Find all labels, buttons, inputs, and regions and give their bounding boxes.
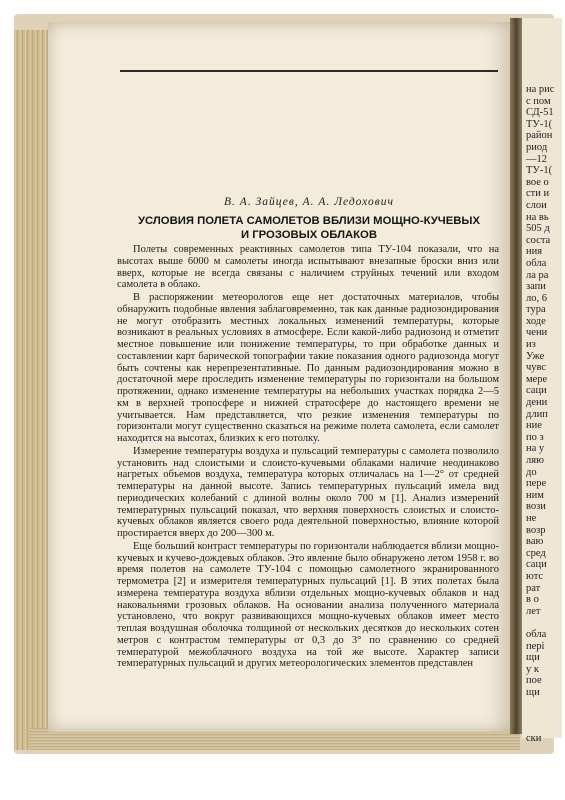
article-body: [117, 244, 499, 671]
facing-page-line: на вь: [526, 211, 549, 223]
facing-page-line: слои: [526, 199, 547, 211]
facing-page-line: район: [526, 130, 553, 142]
facing-page-line: ние: [526, 420, 542, 432]
facing-page-line: обла: [526, 628, 547, 640]
facing-page-line: [522, 710, 562, 722]
facing-page-line: у к: [526, 663, 539, 675]
facing-page-line: по з: [526, 431, 544, 443]
facing-page-line: риод: [526, 141, 548, 153]
top-rule: [120, 70, 498, 72]
facing-page-line: мере: [526, 373, 548, 385]
facing-page-line: ваю: [526, 536, 544, 548]
facing-page-line: ния: [526, 246, 543, 258]
facing-page-line: с пом: [526, 95, 551, 107]
paragraph-1: Полеты современных реактивных самолетов типа ТУ-104 показали, что на высотах выше 6000 м самолеты иногда испытывают внезапные броски вниз или вверх, которые не всегда связаны с наличием струйных течений или входом самолета в облако.: [117, 244, 499, 291]
facing-page-fragment: [522, 18, 562, 745]
title-line-2: И ГРОЗОВЫХ ОБЛАКОВ: [241, 229, 377, 241]
facing-page-line: —12: [526, 153, 547, 165]
facing-page-line: пере: [526, 478, 547, 490]
facing-page-line: Уже: [526, 350, 545, 362]
facing-page-line: СД-51: [526, 107, 554, 119]
facing-page-line: возр: [526, 524, 546, 536]
paragraph-2: В распоряжении метеорологов еще нет достаточных материалов, чтобы обнаружить подобные явления заблаговременно, так как данные радиозондирования не могут отобразить местных локальных изменений температуры, которые возникают в реальных условиях в атмосфере. Если какой-либо радиозонд и отметит местное повышение или понижение температуры, то при обработке данных и составлении карт барической топографии такие показания одного радиозонда могут быть сочтены как нерепрезентативные. По данным радиозондирования можно в достаточной мере проследить изменение температуры по горизонтали на большом протяжении, однако изменение температуры на небольших участках порядка 2—5 км в верхней тропосфере и нижней стратосфере до настоящего времени не учитывается. Нам представляется, что резкие изменения температуры по горизонтали могут существенно сказаться на режиме полета самолета, если самолет находится на высотах, близких к его потолку.: [117, 292, 499, 444]
facing-page-line: ла ра: [526, 269, 549, 281]
facing-page-line: [522, 698, 562, 710]
facing-page-line: на рис: [526, 84, 555, 95]
facing-page-line: сти и: [526, 188, 550, 200]
facing-page-line: ходе: [526, 315, 546, 327]
facing-page-line: [522, 722, 562, 734]
title-line-1: УСЛОВИЯ ПОЛЕТА САМОЛЕТОВ ВБЛИЗИ МОЩНО-КУЧЕВЫХ: [137, 215, 481, 227]
facing-page-line: чени: [526, 327, 548, 339]
facing-page-line: пері: [526, 640, 545, 652]
facing-page-line: на у: [526, 443, 545, 455]
paragraph-3: Измерение температуры воздуха и пульсаций температуры с самолета позволило установить над слоистыми и слоисто-кучевыми облаками наличие неодинаково нагретых объемов воздуха, температура которых отличалась на 1—2° от средней температуры на данной высоте. Запись температурных пульсаций имела вид периодических колебаний с длиной волны около 700 м [1]. Анализ измерений температурных пульсаций показал, что верхняя поверхность слоистых и слоисто-кучевых облаков является своего рода деятельной поверхностью, влияние которой простирается вверх до 200—300 м.: [117, 445, 499, 539]
facing-page-line: дени: [526, 397, 548, 409]
facing-page-line: лет: [526, 605, 541, 617]
facing-page-line: ТУ-1(: [526, 118, 553, 130]
facing-page-line: запи: [526, 281, 546, 293]
facing-page-line: ски: [526, 733, 542, 745]
facing-page-line: вое о: [526, 176, 549, 188]
facing-page-line: тура: [526, 304, 546, 316]
facing-page-line: 505 д: [526, 223, 550, 235]
facing-page-line: из: [526, 339, 536, 351]
facing-page-line: [522, 617, 562, 629]
facing-page-line: сред: [526, 547, 546, 559]
facing-page-line: в о: [526, 594, 539, 606]
facing-page-line: до: [526, 466, 537, 478]
facing-page-line: чувс: [526, 362, 547, 374]
article-title: [120, 214, 498, 242]
facing-page-line: соста: [526, 234, 551, 246]
facing-page-line: вози: [526, 501, 546, 513]
facing-page-line: щи: [526, 686, 540, 698]
facing-page-line: ТУ-1(: [526, 165, 553, 177]
facing-page-line: щи: [526, 652, 540, 664]
facing-page-line: обла: [526, 257, 547, 269]
facing-page-line: пое: [526, 675, 542, 687]
article-authors: В. А. Зайцев, А. А. Ледохович: [224, 196, 394, 208]
facing-page-line: саци: [526, 385, 547, 397]
facing-page-line: не: [526, 512, 537, 524]
facing-page-line: ютс: [526, 570, 544, 582]
facing-page-line: ним: [526, 489, 544, 501]
facing-page-line: ляю: [526, 455, 544, 466]
paragraph-4: Еще больший контраст температуры по горизонтали наблюдается вблизи мощно-кучевых и кучево-дождевых облаков. Это явление было обнаружено летом 1958 г. во время полетов на самолете ТУ-104 с помощью самолетного экранированного термометра [2] и измерителя температурных пульсаций [1]. В этих полетах была измерена температура воздуха вблизи отдельных мощно-кучевых облаков и над наковальнями грозовых облаков. На основании анализа полученного материала установлено, что вокруг развивающихся мощно-кучевых облаков имеет место теплая воздушная оболочка толщиной от нескольких десятков до нескольких сотен метров с контрастом температуры от 0,3 до 3° по сравнению со средней температурой межоблачного воздуха на той же высоте. Характер записи температурных пульсаций и других метеорологических элементов представлен: [117, 540, 499, 670]
facing-page-line: длип: [526, 408, 548, 420]
facing-page-line: ло, 6: [526, 292, 547, 304]
facing-page-line: саци: [526, 559, 547, 571]
facing-page-line: рат: [526, 582, 541, 594]
